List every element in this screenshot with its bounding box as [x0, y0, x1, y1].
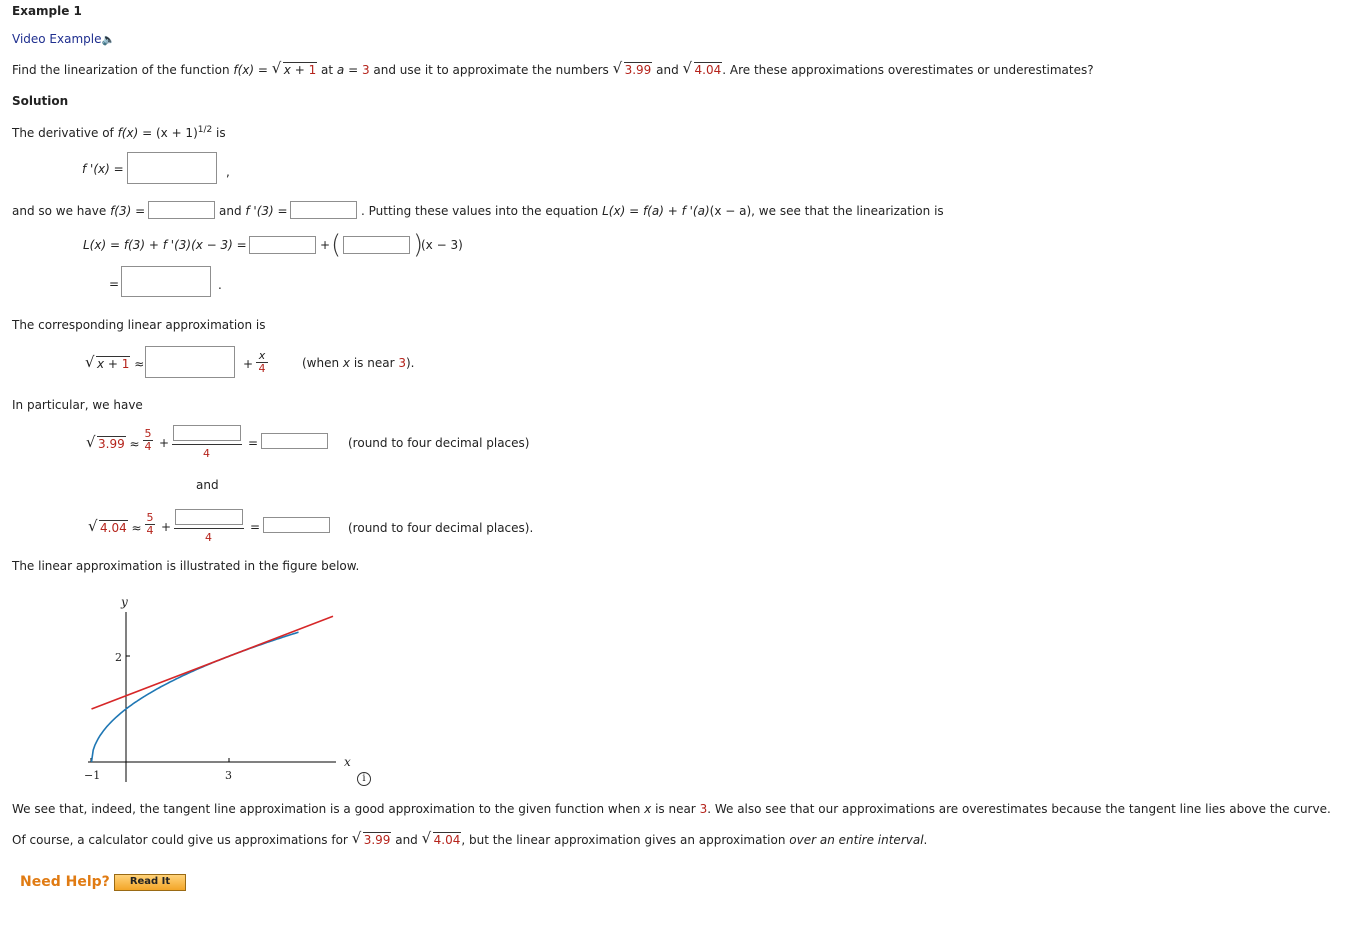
- speaker-icon[interactable]: 🔈: [101, 33, 116, 46]
- plus-1: +: [159, 436, 170, 450]
- fprime-comma: ,: [226, 165, 230, 179]
- sqrt-404-approx: √ 4.04 ≈: [88, 517, 142, 535]
- fprime-label: f '(x) =: [82, 162, 124, 176]
- x-over-4-fraction: x 4: [255, 350, 269, 375]
- y-tick-label-2: 2: [115, 651, 122, 664]
- sqrt-404: √ 4.04: [682, 59, 722, 77]
- closing-line-1: We see that, indeed, the tangent line approximation is a good approximation to the given function when x is near 3. We also see that our approximations are overestimates because the tangent line lies above the curve.: [12, 802, 1331, 816]
- sqrt-399: √ 3.99: [612, 59, 652, 77]
- problem-eq: =: [254, 63, 272, 77]
- when-x-near-3: (when x is near 3).: [302, 356, 415, 370]
- corresponding-text: The corresponding linear approximation is: [12, 318, 266, 332]
- problem-statement: [12, 61, 1094, 78]
- need-help-label: Need Help?: [20, 874, 110, 890]
- video-example-link[interactable]: Video Example: [12, 32, 102, 46]
- sqrt-x-plus-1: √ x + 1: [271, 59, 317, 77]
- problem-a: a: [336, 63, 345, 77]
- problem-text-2: at: [317, 63, 337, 77]
- plus-sign: +: [320, 238, 331, 252]
- result-input-2[interactable]: [263, 517, 330, 533]
- x-minus-3: (x − 3): [421, 238, 463, 252]
- approx-constant-input[interactable]: [145, 346, 235, 378]
- problem-three: 3: [361, 63, 370, 77]
- x-tick-label-3: 3: [225, 769, 232, 782]
- problem-text-1: Find the linearization of the function: [12, 63, 234, 77]
- fprime-input[interactable]: [127, 152, 217, 184]
- equals-sign: =: [109, 277, 120, 291]
- fprime3-input[interactable]: [290, 201, 357, 219]
- x-axis-label: x: [344, 755, 351, 769]
- problem-and: and: [652, 63, 683, 77]
- problem-text-3: =: [344, 63, 362, 77]
- right-paren: ): [413, 230, 424, 260]
- fraction-bar-1: [172, 444, 242, 445]
- left-paren: (: [331, 230, 342, 260]
- putting-values-text: . Putting these values into the equation L(x) = f(a) + f '(a)(x − a), we see that the linearization is: [361, 204, 944, 218]
- numerator-input-2[interactable]: [175, 509, 243, 525]
- f3-input[interactable]: [148, 201, 215, 219]
- round-note-2: (round to four decimal places).: [348, 521, 534, 535]
- result-input-1[interactable]: [261, 433, 328, 449]
- y-axis-label: y: [121, 595, 128, 609]
- period: .: [218, 278, 222, 292]
- denominator-1: 4: [203, 447, 210, 460]
- linearization-constant-input[interactable]: [249, 236, 316, 254]
- illustrated-text: The linear approximation is illustrated in the figure below.: [12, 559, 360, 573]
- plus-2: +: [161, 520, 172, 534]
- info-icon[interactable]: i: [357, 772, 371, 786]
- closing-line-2: Of course, a calculator could give us approximations for √ 3.99 and √ 4.04, but the linear approximation gives an approximation over an entire interval.: [12, 829, 928, 847]
- tangent-line: [92, 616, 334, 709]
- denominator-2: 4: [205, 531, 212, 544]
- equals-1: =: [248, 436, 259, 450]
- derivative-text: The derivative of $f(x) = (x + 1)^{1/2}$ is: [12, 125, 226, 140]
- and-separator: and: [196, 478, 219, 492]
- fraction-bar-2: [174, 528, 244, 529]
- so-we-have-text: and so we have f(3) =: [12, 204, 146, 218]
- approx-lhs: √ x + 1 ≈: [85, 353, 145, 371]
- equals-2: =: [250, 520, 261, 534]
- example-title: Example 1: [12, 4, 82, 18]
- approx-plus: +: [243, 357, 254, 371]
- x-tick-label-neg1: −1: [84, 769, 101, 782]
- linearization-simplified-input[interactable]: [121, 266, 211, 297]
- problem-text-5: . Are these approximations overestimates or underestimates?: [722, 63, 1094, 77]
- linearization-slope-input[interactable]: [343, 236, 410, 254]
- five-fourths-1: 5 4: [144, 427, 152, 453]
- solution-heading: Solution: [12, 94, 69, 108]
- particular-text: In particular, we have: [12, 398, 143, 412]
- linear-approximation-figure: [80, 590, 380, 790]
- problem-text-4: and use it to approximate the numbers: [369, 63, 613, 77]
- round-note-1: (round to four decimal places): [348, 436, 530, 450]
- video-example-row: [12, 31, 115, 48]
- linearization-equation: L(x) = f(3) + f '(3)(x − 3) =: [83, 238, 247, 252]
- numerator-input-1[interactable]: [173, 425, 241, 441]
- and-fp3-text: and f '(3) =: [219, 204, 288, 218]
- read-it-button[interactable]: Read It: [114, 874, 186, 891]
- sqrt-399-approx: √ 3.99 ≈: [86, 433, 140, 451]
- problem-fx: f(x): [233, 63, 255, 77]
- five-fourths-2: 5 4: [146, 511, 154, 537]
